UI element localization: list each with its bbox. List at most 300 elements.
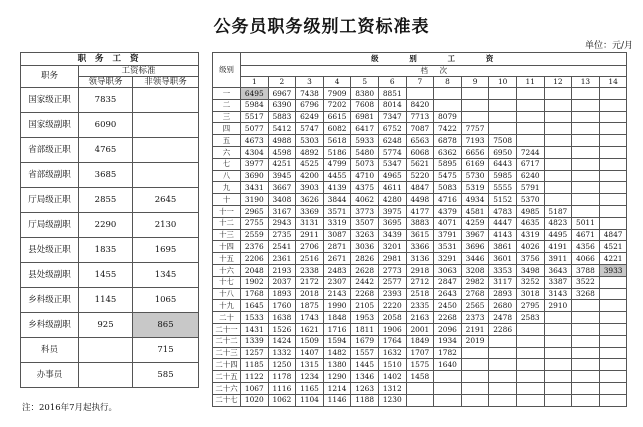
table-row: [213, 170, 627, 182]
salary-cell: [572, 111, 600, 123]
leader-salary: 1145: [79, 288, 133, 313]
salary-cell: [599, 205, 627, 217]
salary-cell: 2163: [406, 312, 434, 324]
salary-cell: 1188: [351, 394, 379, 406]
salary-cell: 2373: [461, 312, 489, 324]
salary-cell: 1122: [241, 371, 269, 383]
salary-cell: 5933: [351, 135, 379, 147]
position-name: 乡科级正职: [21, 288, 79, 313]
salary-cell: [572, 347, 600, 359]
salary-cell: 2268: [351, 288, 379, 300]
salary-cell: 5480: [351, 146, 379, 158]
nonleader-salary: 585: [133, 363, 199, 388]
level-label: 十六: [213, 264, 241, 276]
position-name: 县处级正职: [21, 238, 79, 263]
level-label: 二十六: [213, 382, 241, 394]
salary-cell: 3945: [268, 170, 296, 182]
salary-cell: 5555: [489, 182, 517, 194]
position-name: 国家级正职: [21, 88, 79, 113]
salary-cell: [599, 217, 627, 229]
salary-cell: 5319: [461, 182, 489, 194]
nonleader-salary: 1065: [133, 288, 199, 313]
salary-cell: 4071: [434, 217, 462, 229]
salary-cell: [572, 335, 600, 347]
salary-cell: 2918: [406, 264, 434, 276]
salary-cell: 6615: [323, 111, 351, 123]
salary-cell: 1431: [241, 323, 269, 335]
leader-salary: 2855: [79, 188, 133, 213]
salary-cell: 4495: [544, 229, 572, 241]
leader-salary: 6090: [79, 113, 133, 138]
salary-cell: 2193: [268, 264, 296, 276]
salary-cell: 7438: [296, 88, 324, 100]
salary-cell: 4673: [241, 135, 269, 147]
salary-cell: 1116: [268, 382, 296, 394]
salary-cell: 1679: [351, 335, 379, 347]
salary-cell: 5883: [268, 111, 296, 123]
grade-header: 档 次: [241, 66, 627, 77]
salary-cell: 4221: [599, 253, 627, 265]
salary-cell: 3522: [572, 276, 600, 288]
salary-cell: [544, 371, 572, 383]
salary-cell: 2706: [296, 241, 324, 253]
salary-cell: 2220: [378, 300, 406, 312]
salary-cell: 4259: [461, 217, 489, 229]
grade-number: 7: [406, 77, 434, 88]
salary-cell: 7909: [323, 88, 351, 100]
salary-cell: 4823: [544, 217, 572, 229]
salary-cell: 6082: [323, 123, 351, 135]
table-row: [21, 238, 199, 263]
level-salary-table: [212, 52, 627, 407]
salary-cell: 4379: [434, 205, 462, 217]
salary-cell: 1768: [241, 288, 269, 300]
salary-cell: 6248: [378, 135, 406, 147]
col-standard: 工资标准: [79, 66, 199, 77]
salary-cell: 2361: [268, 253, 296, 265]
salary-cell: 3387: [544, 276, 572, 288]
salary-cell: 1934: [434, 335, 462, 347]
salary-cell: 5730: [461, 170, 489, 182]
salary-cell: [406, 394, 434, 406]
salary-cell: 1407: [296, 347, 324, 359]
salary-cell: [572, 312, 600, 324]
salary-cell: [599, 323, 627, 335]
salary-cell: 2019: [461, 335, 489, 347]
salary-cell: 6967: [268, 88, 296, 100]
salary-cell: [461, 99, 489, 111]
salary-cell: 1312: [378, 382, 406, 394]
grade-number: 8: [434, 77, 462, 88]
salary-cell: [599, 99, 627, 111]
salary-cell: 4026: [516, 241, 544, 253]
leader-salary: 1835: [79, 238, 133, 263]
salary-cell: 3263: [351, 229, 379, 241]
salary-cell: 3408: [268, 194, 296, 206]
salary-cell: 4191: [544, 241, 572, 253]
salary-cell: 6717: [516, 158, 544, 170]
salary-cell: 3883: [406, 217, 434, 229]
salary-cell: [544, 99, 572, 111]
salary-cell: 1234: [296, 371, 324, 383]
leader-salary: 2290: [79, 213, 133, 238]
table-row: [213, 323, 627, 335]
salary-cell: 1526: [268, 323, 296, 335]
salary-cell: 5073: [351, 158, 379, 170]
salary-cell: [544, 123, 572, 135]
salary-cell: 2450: [434, 300, 462, 312]
salary-cell: 4143: [489, 229, 517, 241]
nonleader-salary: [133, 113, 199, 138]
nonleader-salary: 1695: [133, 238, 199, 263]
salary-cell: 3167: [268, 205, 296, 217]
table-row: [21, 338, 199, 363]
salary-cell: 4710: [351, 170, 379, 182]
salary-cell: 4799: [323, 158, 351, 170]
nonleader-salary: 865: [133, 313, 199, 338]
salary-cell: 3431: [241, 182, 269, 194]
salary-cell: 1458: [406, 371, 434, 383]
level-label: 九: [213, 182, 241, 194]
salary-cell: 6656: [461, 146, 489, 158]
salary-cell: 3252: [516, 276, 544, 288]
salary-cell: 4066: [572, 253, 600, 265]
salary-cell: 1257: [241, 347, 269, 359]
salary-cell: 2172: [296, 276, 324, 288]
salary-cell: 1165: [296, 382, 324, 394]
table-row: [21, 113, 199, 138]
level-label: 二十四: [213, 359, 241, 371]
col-leader: 领导职务: [79, 77, 133, 88]
salary-cell: 7347: [378, 111, 406, 123]
table-row: [21, 88, 199, 113]
table-row: [213, 312, 627, 324]
salary-cell: 2826: [351, 253, 379, 265]
salary-cell: 6981: [351, 111, 379, 123]
page-title: 公务员职务级别工资标准表: [213, 17, 430, 37]
salary-cell: [572, 323, 600, 335]
salary-cell: [489, 359, 517, 371]
salary-cell: [599, 276, 627, 288]
salary-cell: [572, 123, 600, 135]
salary-cell: [489, 382, 517, 394]
salary-cell: 4200: [296, 170, 324, 182]
salary-cell: 1339: [241, 335, 269, 347]
salary-cell: 8014: [378, 99, 406, 111]
salary-cell: 3773: [351, 205, 379, 217]
grade-number: 12: [544, 77, 572, 88]
salary-cell: [572, 359, 600, 371]
salary-cell: 7713: [406, 111, 434, 123]
salary-cell: 2483: [323, 264, 351, 276]
salary-cell: [544, 111, 572, 123]
salary-cell: 1315: [296, 359, 324, 371]
nonleader-salary: [133, 163, 199, 188]
salary-cell: 3498: [516, 264, 544, 276]
salary-cell: 5985: [489, 170, 517, 182]
position-name: 办事员: [21, 363, 79, 388]
salary-cell: [461, 347, 489, 359]
salary-cell: 4356: [572, 241, 600, 253]
salary-cell: 1230: [378, 394, 406, 406]
position-name: 乡科级副职: [21, 313, 79, 338]
salary-cell: 2680: [489, 300, 517, 312]
salary-cell: 2565: [461, 300, 489, 312]
salary-cell: 7193: [461, 135, 489, 147]
salary-cell: [489, 394, 517, 406]
salary-cell: [572, 394, 600, 406]
leader-salary: 4765: [79, 138, 133, 163]
salary-cell: 2712: [406, 276, 434, 288]
salary-cell: 5621: [406, 158, 434, 170]
salary-cell: [544, 170, 572, 182]
salary-cell: 2268: [434, 312, 462, 324]
salary-cell: 1250: [268, 359, 296, 371]
salary-cell: [406, 88, 434, 100]
salary-cell: 4455: [323, 170, 351, 182]
level-label: 三: [213, 111, 241, 123]
salary-cell: 2058: [378, 312, 406, 324]
salary-cell: 1594: [323, 335, 351, 347]
salary-cell: 2893: [489, 288, 517, 300]
salary-cell: 2911: [296, 229, 324, 241]
salary-cell: 4375: [351, 182, 379, 194]
table-row: [213, 135, 627, 147]
grade-number: 9: [461, 77, 489, 88]
salary-cell: 6563: [406, 135, 434, 147]
salary-cell: 1062: [268, 394, 296, 406]
salary-cell: 7757: [461, 123, 489, 135]
salary-cell: 8851: [378, 88, 406, 100]
table-row: [213, 288, 627, 300]
salary-cell: 5186: [323, 146, 351, 158]
salary-cell: 1290: [323, 371, 351, 383]
salary-cell: 5303: [296, 135, 324, 147]
salary-cell: 3291: [434, 253, 462, 265]
position-name: 科员: [21, 338, 79, 363]
salary-cell: 2335: [406, 300, 434, 312]
salary-cell: 1402: [378, 371, 406, 383]
salary-cell: 4611: [378, 182, 406, 194]
table-row: [213, 347, 627, 359]
level-label: 十九: [213, 300, 241, 312]
salary-cell: [461, 371, 489, 383]
nonleader-salary: [133, 88, 199, 113]
salary-cell: 7202: [323, 99, 351, 111]
salary-cell: [599, 135, 627, 147]
salary-cell: [544, 158, 572, 170]
salary-cell: 5347: [378, 158, 406, 170]
salary-cell: 4716: [434, 194, 462, 206]
salary-cell: [516, 371, 544, 383]
salary-cell: 5220: [406, 170, 434, 182]
salary-cell: 2559: [241, 229, 269, 241]
salary-cell: 3791: [434, 229, 462, 241]
salary-cell: 1533: [241, 312, 269, 324]
salary-cell: 1875: [296, 300, 324, 312]
salary-cell: [599, 347, 627, 359]
salary-cell: 1067: [241, 382, 269, 394]
salary-cell: 5984: [241, 99, 269, 111]
table-row: [21, 363, 199, 388]
salary-cell: 4581: [461, 205, 489, 217]
salary-cell: 3844: [323, 194, 351, 206]
position-name: 厅局级副职: [21, 213, 79, 238]
grade-number: 5: [351, 77, 379, 88]
salary-cell: 4521: [599, 241, 627, 253]
salary-cell: [516, 347, 544, 359]
salary-cell: 3695: [378, 217, 406, 229]
salary-cell: 3190: [241, 194, 269, 206]
salary-cell: [544, 347, 572, 359]
salary-cell: [599, 394, 627, 406]
salary-cell: 2037: [268, 276, 296, 288]
table-row: [213, 194, 627, 206]
salary-cell: 3319: [323, 217, 351, 229]
salary-cell: 5412: [268, 123, 296, 135]
salary-cell: 3977: [241, 158, 269, 170]
salary-cell: [572, 88, 600, 100]
salary-cell: 1575: [406, 359, 434, 371]
salary-cell: [599, 371, 627, 383]
footnote: 注：2016年7月起执行。: [22, 403, 118, 413]
table-row: [213, 123, 627, 135]
salary-cell: [572, 194, 600, 206]
salary-cell: 1424: [268, 335, 296, 347]
table-row: [213, 88, 627, 100]
salary-cell: 2018: [296, 288, 324, 300]
salary-cell: 2910: [544, 300, 572, 312]
salary-cell: [572, 371, 600, 383]
salary-cell: 8380: [351, 88, 379, 100]
salary-cell: 3615: [406, 229, 434, 241]
salary-cell: 2847: [434, 276, 462, 288]
grade-number: 13: [572, 77, 600, 88]
level-label: 二十一: [213, 323, 241, 335]
salary-cell: 1380: [323, 359, 351, 371]
leader-salary: 3685: [79, 163, 133, 188]
salary-cell: 5187: [544, 205, 572, 217]
level-label: 五: [213, 135, 241, 147]
salary-cell: [434, 99, 462, 111]
salary-cell: 4251: [268, 158, 296, 170]
salary-cell: 4985: [516, 205, 544, 217]
leader-salary: 925: [79, 313, 133, 338]
level-label: 十五: [213, 253, 241, 265]
position-name: 国家级副职: [21, 113, 79, 138]
position-name: 县处级副职: [21, 263, 79, 288]
nonleader-salary: 2130: [133, 213, 199, 238]
salary-cell: 2768: [461, 288, 489, 300]
salary-cell: 6249: [296, 111, 324, 123]
salary-cell: 2735: [268, 229, 296, 241]
level-label: 八: [213, 170, 241, 182]
salary-cell: [516, 382, 544, 394]
salary-cell: [434, 371, 462, 383]
salary-cell: 2981: [378, 253, 406, 265]
salary-cell: 4671: [572, 229, 600, 241]
salary-cell: 6752: [378, 123, 406, 135]
salary-cell: 7087: [406, 123, 434, 135]
salary-cell: [544, 335, 572, 347]
salary-cell: 5152: [489, 194, 517, 206]
salary-cell: 1811: [351, 323, 379, 335]
salary-cell: [599, 359, 627, 371]
salary-cell: 4139: [323, 182, 351, 194]
salary-cell: [544, 194, 572, 206]
salary-cell: 2191: [461, 323, 489, 335]
salary-cell: 3268: [572, 288, 600, 300]
salary-cell: [599, 146, 627, 158]
salary-cell: 1707: [406, 347, 434, 359]
leader-salary: [79, 338, 133, 363]
salary-cell: 1716: [323, 323, 351, 335]
salary-cell: [544, 323, 572, 335]
table-row: [213, 359, 627, 371]
salary-cell: 5517: [241, 111, 269, 123]
salary-cell: 4447: [489, 217, 517, 229]
salary-cell: [544, 359, 572, 371]
salary-cell: 1509: [296, 335, 324, 347]
table-row: [213, 205, 627, 217]
salary-cell: 4498: [406, 194, 434, 206]
salary-cell: 1632: [378, 347, 406, 359]
salary-cell: 3788: [572, 264, 600, 276]
salary-cell: 1743: [296, 312, 324, 324]
salary-cell: 2577: [378, 276, 406, 288]
table-row: [213, 158, 627, 170]
salary-cell: 5791: [516, 182, 544, 194]
grade-number: 14: [599, 77, 627, 88]
salary-cell: [599, 288, 627, 300]
salary-cell: 3975: [378, 205, 406, 217]
salary-cell: 4062: [351, 194, 379, 206]
salary-cell: 3366: [406, 241, 434, 253]
salary-cell: 2206: [241, 253, 269, 265]
salary-cell: 1178: [268, 371, 296, 383]
salary-cell: 1332: [268, 347, 296, 359]
salary-cell: [434, 394, 462, 406]
table-row: [21, 188, 199, 213]
salary-cell: [489, 335, 517, 347]
salary-cell: [516, 88, 544, 100]
level-salary-header: 级 别 工 资: [241, 53, 627, 66]
salary-cell: 6240: [516, 170, 544, 182]
table-row: [21, 263, 199, 288]
salary-cell: 4319: [516, 229, 544, 241]
grade-number: 6: [378, 77, 406, 88]
salary-cell: 2048: [241, 264, 269, 276]
salary-cell: 1906: [378, 323, 406, 335]
salary-cell: 6878: [434, 135, 462, 147]
salary-cell: [544, 394, 572, 406]
table-row: [213, 264, 627, 276]
salary-cell: 1346: [351, 371, 379, 383]
col-nonleader: 非领导职务: [133, 77, 199, 88]
salary-cell: 3201: [378, 241, 406, 253]
salary-cell: 5747: [296, 123, 324, 135]
salary-cell: 6443: [489, 158, 517, 170]
salary-cell: [461, 382, 489, 394]
salary-cell: [599, 182, 627, 194]
salary-cell: 1640: [434, 359, 462, 371]
salary-cell: 3018: [516, 288, 544, 300]
position-name: 省部级正职: [21, 138, 79, 163]
salary-cell: 1848: [323, 312, 351, 324]
salary-cell: [516, 123, 544, 135]
salary-cell: 2943: [268, 217, 296, 229]
salary-cell: 3369: [296, 205, 324, 217]
